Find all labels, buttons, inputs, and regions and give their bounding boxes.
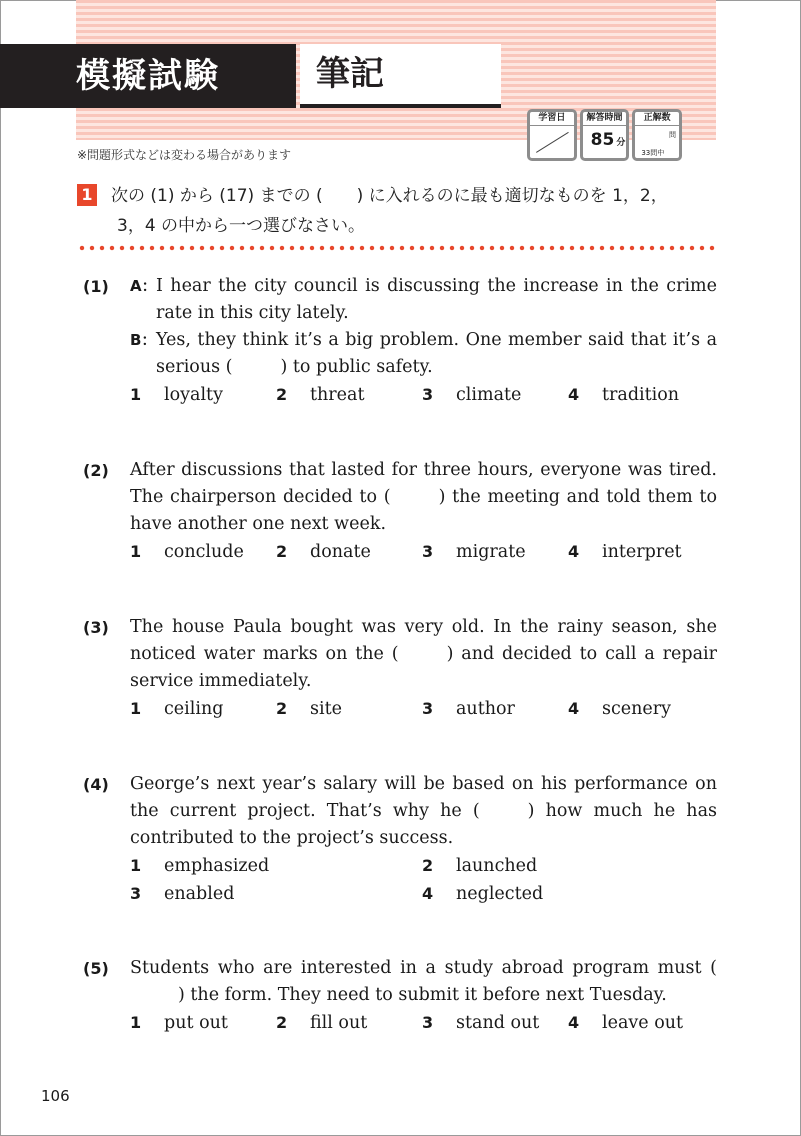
question-text-pre: After discussions that lasted for three hours, everyone was tired. The chairperson decided to ( xyxy=(130,460,717,507)
study-date-cell xyxy=(527,109,577,161)
choice-text: migrate xyxy=(456,542,526,562)
dotted-divider xyxy=(77,245,717,251)
choice-option[interactable] xyxy=(130,695,276,723)
question-text-post: ) how much he has contributed to the project’s success. xyxy=(130,801,717,848)
speaker-a-line xyxy=(130,273,717,327)
choice-number: 1 xyxy=(130,542,142,561)
answer-time-unit: 分 xyxy=(616,138,626,148)
choice-number: 3 xyxy=(130,884,142,903)
speaker-b-line xyxy=(130,327,717,381)
question-1 xyxy=(77,273,717,409)
choice-number: 3 xyxy=(422,1013,434,1032)
answer-time-value: 85 xyxy=(590,130,615,150)
choice-option[interactable] xyxy=(130,1009,276,1037)
question-text-pre: George’s next year’s salary will be based on his performance on the current project. That’s why he ( xyxy=(130,774,717,821)
question-number: (3) xyxy=(83,618,109,637)
choice-list xyxy=(130,852,717,908)
choice-number: 4 xyxy=(568,699,580,718)
question-text-pre: Students who are interested in a study abroad program must ( xyxy=(130,958,717,978)
choice-option[interactable] xyxy=(130,381,276,409)
choice-text: donate xyxy=(310,542,371,562)
choice-text: neglected xyxy=(456,884,544,904)
choice-option[interactable] xyxy=(568,695,714,723)
choice-option[interactable] xyxy=(276,381,422,409)
question-5 xyxy=(77,955,717,1037)
choice-option[interactable] xyxy=(276,538,422,566)
page-subtitle: 筆記 xyxy=(300,44,501,108)
choice-number: 4 xyxy=(568,542,580,561)
choice-number: 2 xyxy=(276,1013,288,1032)
question-4 xyxy=(77,771,717,908)
choice-text: loyalty xyxy=(164,385,223,405)
choice-option[interactable] xyxy=(422,538,568,566)
choice-number: 2 xyxy=(276,699,288,718)
date-slash xyxy=(536,132,569,153)
question-number: (2) xyxy=(83,461,109,480)
choice-number: 2 xyxy=(422,856,434,875)
correct-count-label: 正解数 xyxy=(635,112,679,126)
choice-number: 1 xyxy=(130,856,142,875)
instruction-line-1: 次の (1) から (17) までの ( ) に入れるのに最も適切なものを 1，2， xyxy=(111,186,668,206)
choice-number: 2 xyxy=(276,542,288,561)
format-note: ※問題形式などは変わる場合があります xyxy=(77,148,292,162)
choice-text: conclude xyxy=(164,542,244,562)
question-3 xyxy=(77,614,717,723)
choice-text: ceiling xyxy=(164,699,224,719)
choice-option[interactable] xyxy=(568,381,714,409)
correct-unit: 問 xyxy=(669,131,677,139)
answer-time-cell xyxy=(580,109,630,161)
question-number: (1) xyxy=(83,277,109,296)
speaker-b-text-pre: Yes, they think it’s a big problem. One member said that it’s a serious ( xyxy=(156,330,717,377)
question-text-post: ) and decided to call a repair service immediately. xyxy=(130,644,717,691)
choice-option[interactable] xyxy=(422,381,568,409)
question-text-post: ) the form. They need to submit it before next Tuesday. xyxy=(178,985,667,1005)
section-instruction xyxy=(77,181,727,241)
question-text xyxy=(130,614,717,695)
choice-text: leave out xyxy=(602,1013,684,1033)
page-number: 106 xyxy=(41,1087,70,1105)
choice-option[interactable] xyxy=(130,880,422,908)
page-title: 模擬試験 xyxy=(0,44,296,108)
choice-number: 1 xyxy=(130,1013,142,1032)
choice-option[interactable] xyxy=(276,695,422,723)
choice-option[interactable] xyxy=(276,1009,422,1037)
choice-option[interactable] xyxy=(422,695,568,723)
question-number: (4) xyxy=(83,775,109,794)
choice-number: 4 xyxy=(568,385,580,404)
speaker-b-label: B： xyxy=(130,331,157,349)
correct-count-total: 33問中 xyxy=(641,149,665,157)
choice-number: 3 xyxy=(422,542,434,561)
instruction-line-2: 3，4 の中から一つ選びなさい。 xyxy=(117,216,366,236)
study-record-box xyxy=(527,109,682,161)
choice-option[interactable] xyxy=(422,1009,568,1037)
choice-text: stand out xyxy=(456,1013,540,1033)
choice-text: author xyxy=(456,699,515,719)
choice-list xyxy=(130,538,717,566)
choice-text: threat xyxy=(310,385,365,405)
choice-text: launched xyxy=(456,856,538,876)
correct-count-cell xyxy=(632,109,682,161)
choice-list xyxy=(130,1009,717,1037)
answer-time-label: 解答時間 xyxy=(583,112,627,126)
question-text xyxy=(130,955,717,1009)
question-text-post: ) the meeting and told them to have another one next week. xyxy=(130,487,718,534)
choice-list xyxy=(130,695,717,723)
study-date-label: 学習日 xyxy=(530,112,574,126)
choice-number: 1 xyxy=(130,699,142,718)
choice-option[interactable] xyxy=(422,852,714,880)
question-text xyxy=(130,457,717,538)
choice-option[interactable] xyxy=(568,1009,714,1037)
speaker-b-text-post: ) to public safety. xyxy=(280,357,433,377)
choice-text: climate xyxy=(456,385,522,405)
choice-text: scenery xyxy=(602,699,672,719)
choice-number: 3 xyxy=(422,385,434,404)
choice-option[interactable] xyxy=(568,538,714,566)
choice-option[interactable] xyxy=(130,852,422,880)
question-number: (5) xyxy=(83,959,109,978)
choice-number: 1 xyxy=(130,385,142,404)
question-2 xyxy=(77,457,717,566)
choice-text: enabled xyxy=(164,884,235,904)
choice-option[interactable] xyxy=(422,880,714,908)
choice-option[interactable] xyxy=(130,538,276,566)
choice-number: 3 xyxy=(422,699,434,718)
choice-text: tradition xyxy=(602,385,680,405)
question-text-pre: The house Paula bought was very old. In the rainy season, she noticed water marks on the ( xyxy=(130,617,717,664)
section-number-badge: 1 xyxy=(77,184,97,206)
choice-number: 4 xyxy=(422,884,434,903)
question-text xyxy=(130,771,717,852)
choice-list xyxy=(130,381,717,409)
choice-text: put out xyxy=(164,1013,228,1033)
speaker-a-label: A： xyxy=(130,277,157,295)
choice-text: interpret xyxy=(602,542,682,562)
choice-text: emphasized xyxy=(164,856,270,876)
choice-text: fill out xyxy=(310,1013,368,1033)
choice-number: 2 xyxy=(276,385,288,404)
speaker-a-text: I hear the city council is discussing the increase in the crime rate in this city lately. xyxy=(156,276,717,323)
choice-number: 4 xyxy=(568,1013,580,1032)
choice-text: site xyxy=(310,699,342,719)
